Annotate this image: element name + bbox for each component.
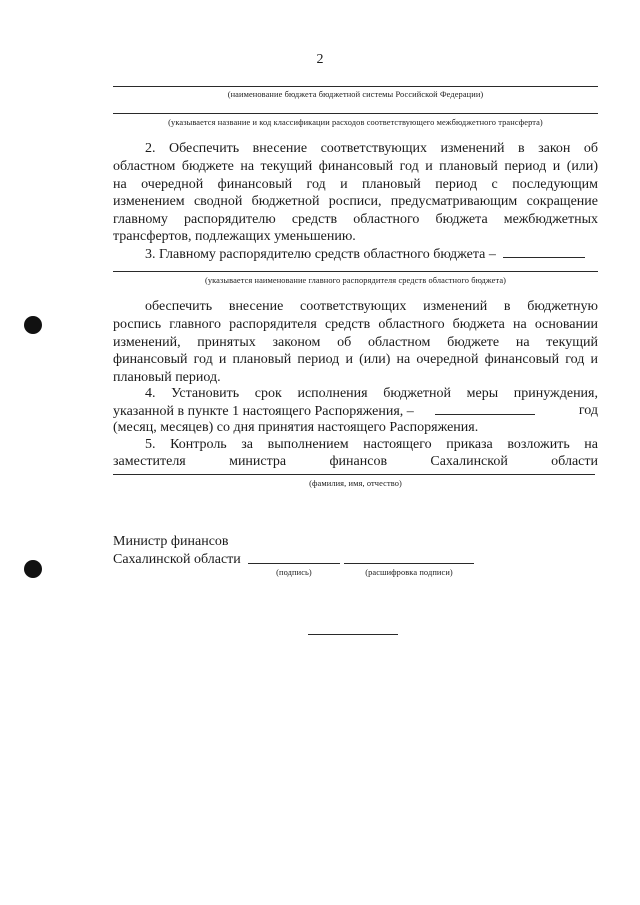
signature-line xyxy=(248,563,340,564)
para5-line: 5. Контроль за выполнением настоящего приказа возложить на xyxy=(145,437,598,452)
para3-cont-line: плановый период. xyxy=(113,370,221,385)
budget-name-caption: (наименование бюджета бюджетной системы Российской Федерации) xyxy=(227,90,484,99)
para3-cont-line: обеспечить внесение соответствующих изменений в бюджетную xyxy=(145,299,598,314)
signature-title-line: Сахалинской области xyxy=(113,552,241,567)
para2-line: на очередной финансовый год и плановый период с последующим xyxy=(113,177,598,192)
para2-line: областном бюджете на текущий финансовый год и плановый период и (или) xyxy=(113,159,598,174)
page-number: 2 xyxy=(316,52,324,67)
manager-name-line xyxy=(113,271,598,272)
transfer-code-caption: (указывается название и код классификации расходов соответствующего межбюджетного трансферта) xyxy=(168,118,543,127)
signature-caption: (подпись) xyxy=(276,568,312,577)
para4-line: 4. Установить срок исполнения бюджетной меры принуждения, xyxy=(145,386,598,401)
para4-line2-text: указанной в пункте 1 настоящего Распоряжения, – xyxy=(113,404,414,419)
manager-name-caption: (указывается наименование главного распорядителя средств областного бюджета) xyxy=(204,276,507,285)
deputy-name-line xyxy=(113,474,595,475)
binder-hole-mark xyxy=(24,316,42,334)
para4-year-word: год xyxy=(578,403,598,418)
para3-line xyxy=(145,245,585,264)
para5-line: заместителя министра финансов Сахалинской области xyxy=(113,454,598,469)
para2-line: главному распорядителю средств областного бюджета межбюджетных xyxy=(113,212,598,227)
manager-blank xyxy=(503,245,585,258)
transfer-code-line xyxy=(113,113,598,114)
para3-text: 3. Главному распорядителю средств областного бюджета – xyxy=(145,247,496,262)
term-blank xyxy=(435,402,535,415)
para2-line: изменением сводной бюджетной росписи, предусматривающим сокращение xyxy=(113,194,598,209)
budget-name-line xyxy=(113,86,598,87)
para3-cont-line: роспись главного распорядителя средств областного бюджета на основании xyxy=(113,317,598,332)
signature-decode-line xyxy=(344,563,474,564)
para2-line: 2. Обеспечить внесение соответствующих изменений в закон об xyxy=(145,141,598,156)
para3-cont-line: изменений, принятых законом об областном бюджете на текущий xyxy=(113,335,598,350)
para4-line: (месяц, месяцев) со дня принятия настоящего Распоряжения. xyxy=(113,420,479,435)
para3-cont-line: финансовый год и плановый период и (или) на очередной финансовый год и xyxy=(113,352,598,367)
signature-title-line: Министр финансов xyxy=(113,534,229,549)
closing-rule xyxy=(308,634,398,635)
deputy-name-caption: (фамилия, имя, отчество) xyxy=(309,479,402,488)
binder-hole-mark xyxy=(24,560,42,578)
signature-decode-caption: (расшифровка подписи) xyxy=(365,568,453,577)
para2-line: трансфертов, подлежащих уменьшению. xyxy=(113,229,356,244)
